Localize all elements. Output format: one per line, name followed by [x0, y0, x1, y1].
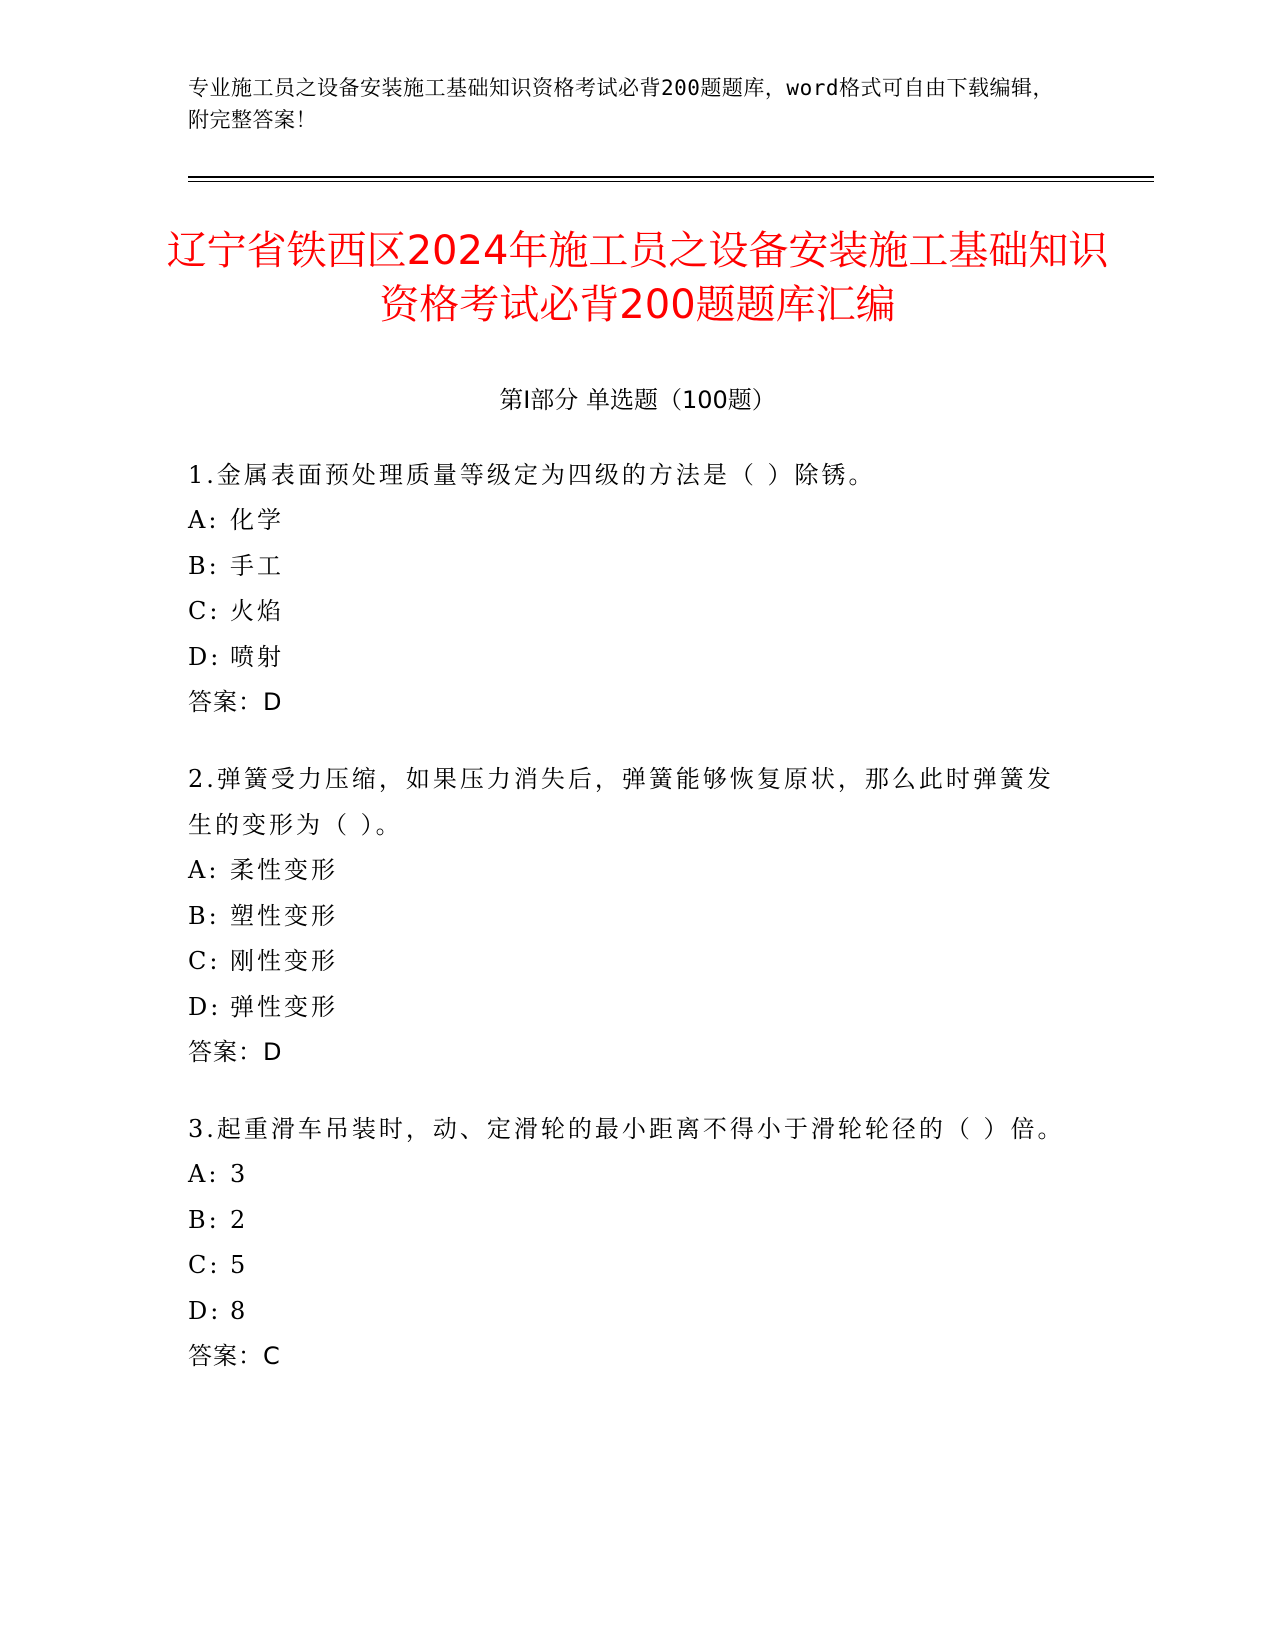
question-text: 3.起重滑车吊装时，动、定滑轮的最小距离不得小于滑轮轮径的（ ）倍。 [188, 1115, 1065, 1143]
option-key: D: [188, 992, 222, 1021]
section-heading: 第I部分 单选题（100题） [499, 386, 776, 414]
option-c [188, 589, 1078, 635]
answer-value: D [263, 1038, 282, 1066]
header-note: 专业施工员之设备安装施工基础知识资格考试必背200题题库，word格式可自由下载编辑，附完整答案！ [188, 76, 1054, 132]
option-text: 2 [230, 1205, 249, 1234]
answer-value: C [263, 1342, 280, 1370]
question-1 [188, 452, 1078, 724]
document-title: 辽宁省铁西区2024年施工员之设备安装施工基础知识资格考试必背200题题库汇编 [166, 228, 1109, 328]
option-key: C: [188, 1251, 221, 1279]
option-a [188, 1152, 1078, 1198]
answer-line [188, 1030, 1078, 1074]
option-text: 喷射 [230, 642, 284, 671]
option-text: 火焰 [230, 597, 284, 625]
option-b [188, 1198, 1078, 1244]
question-text: 2.弹簧受力压缩，如果压力消失后，弹簧能够恢复原状，那么此时弹簧发生的变形为（ ）。 [188, 765, 1054, 839]
option-c [188, 1243, 1078, 1289]
option-text: 塑性变形 [230, 901, 338, 930]
option-a [188, 498, 1078, 544]
option-key: D: [188, 642, 222, 671]
answer-label: 答案： [188, 688, 263, 716]
option-key: A: [188, 1160, 220, 1188]
option-b [188, 894, 1078, 940]
option-c [188, 939, 1078, 985]
answer-label: 答案： [188, 1342, 263, 1370]
option-text: 化学 [230, 506, 284, 534]
option-text: 刚性变形 [230, 947, 338, 975]
option-key: B: [188, 901, 220, 930]
question-2 [188, 756, 1078, 1074]
option-d [188, 1289, 1078, 1335]
option-text: 3 [230, 1160, 249, 1188]
option-key: C: [188, 947, 221, 975]
option-text: 柔性变形 [230, 856, 338, 884]
option-text: 8 [230, 1296, 249, 1325]
option-key: D: [188, 1296, 222, 1325]
answer-label: 答案： [188, 1038, 263, 1066]
header-divider-thick [188, 176, 1154, 178]
option-key: B: [188, 551, 220, 580]
option-b [188, 544, 1078, 590]
question-text: 1.金属表面预处理质量等级定为四级的方法是（ ）除锈。 [188, 461, 876, 489]
option-text: 5 [230, 1251, 249, 1279]
option-d [188, 635, 1078, 681]
answer-value: D [263, 688, 282, 716]
option-text: 弹性变形 [230, 992, 338, 1021]
option-a [188, 848, 1078, 894]
option-text: 手工 [230, 551, 284, 580]
option-key: B: [188, 1205, 220, 1234]
answer-line [188, 680, 1078, 724]
option-d [188, 985, 1078, 1031]
answer-line [188, 1334, 1078, 1378]
question-3 [188, 1106, 1078, 1378]
option-key: A: [188, 856, 220, 884]
option-key: A: [188, 506, 220, 534]
header-divider-thin [188, 181, 1154, 182]
option-key: C: [188, 597, 221, 625]
